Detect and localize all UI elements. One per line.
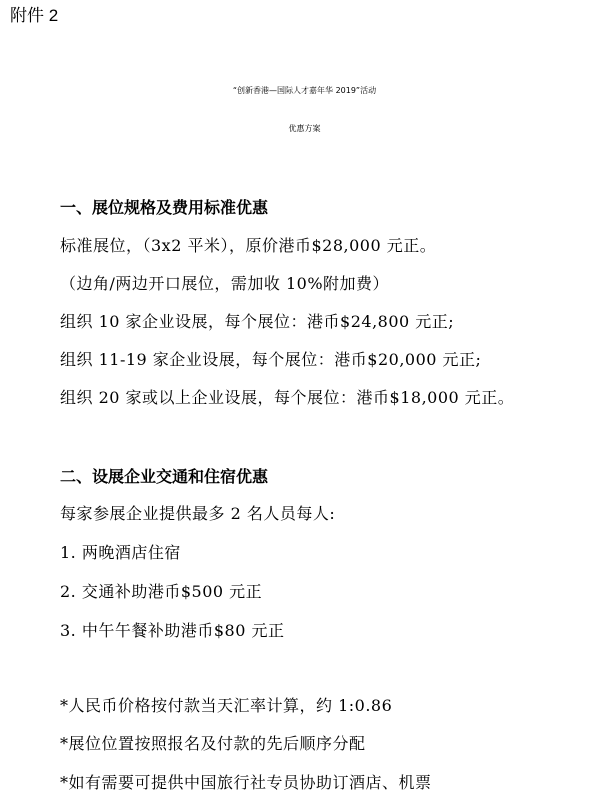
note-line-2: *展位位置按照报名及付款的先后顺序分配 [60, 734, 366, 753]
document-title-line-1: “创新香港—国际人才嘉年华 2019”活动 [232, 86, 377, 95]
section-1-line-1: 标准展位，（3x2 平米），原价港币$28,000 元正。 [60, 236, 437, 255]
section-1-line-3: 组织 10 家企业设展，每个展位：港币$24,800 元正; [60, 312, 455, 331]
section-2-line-4: 3. 中午午餐补助港币$80 元正 [60, 621, 285, 640]
document-title-line-2: 优惠方案 [288, 124, 321, 133]
section-1-line-2: （边角/两边开口展位，需加收 10%附加费） [60, 274, 390, 293]
note-line-3: *如有需要可提供中国旅行社专员协助订酒店、机票 [60, 773, 432, 792]
section-1-line-4: 组织 11-19 家企业设展，每个展位：港币$20,000 元正; [60, 350, 482, 369]
section-2-heading: 二、设展企业交通和住宿优惠 [60, 467, 269, 486]
section-1-heading: 一、展位规格及费用标准优惠 [60, 198, 269, 217]
section-2-line-3: 2. 交通补助港币$500 元正 [60, 582, 263, 601]
note-line-1: *人民币价格按付款当天汇率计算，约 1:0.86 [60, 696, 393, 715]
section-2-line-1: 每家参展企业提供最多 2 名人员每人: [60, 504, 336, 523]
section-1-line-5: 组织 20 家或以上企业设展，每个展位：港币$18,000 元正。 [60, 388, 515, 407]
section-2-line-2: 1. 两晚酒店住宿 [60, 543, 181, 562]
attachment-label: 附件 2 [10, 6, 59, 25]
